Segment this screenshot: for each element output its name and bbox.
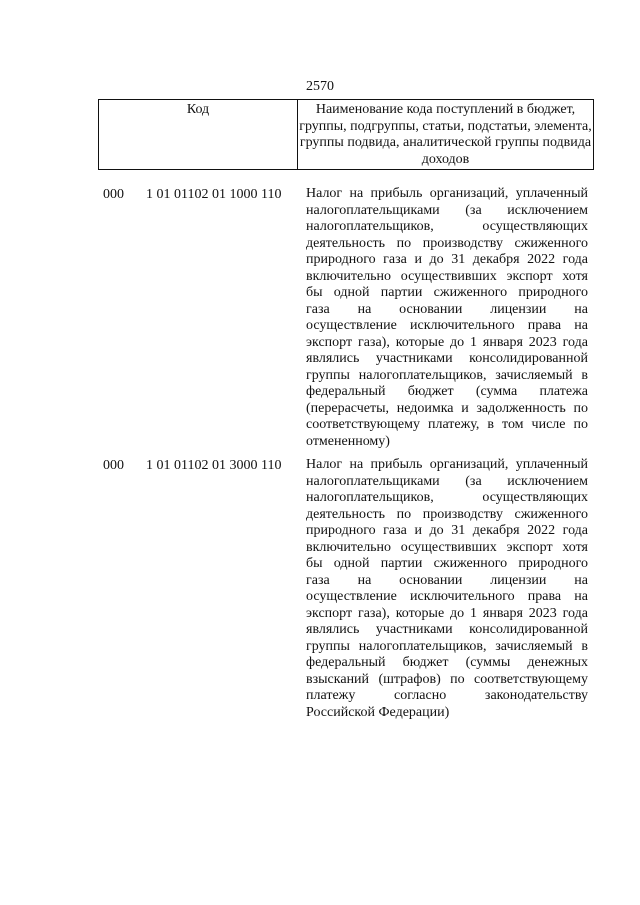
row-1-desc-line: осуществление исключительного права на <box>306 318 588 333</box>
row-1-desc-line: (перерасчеты, недоимка и задолженность по <box>306 400 588 416</box>
row-2-desc-line: федеральный бюджет (суммы денежных <box>306 655 588 670</box>
row-1-desc-line: соответствующему платежу, в том числе по <box>306 417 588 432</box>
row-1-desc-line: налогоплательщиками (за исключением <box>306 202 588 218</box>
row-2-desc-line: взысканий (штрафов) по соответствующему <box>306 671 588 687</box>
row-2-desc-line: осуществление исключительного права на <box>306 589 588 604</box>
row-2-desc-line: бы одной партии сжиженного природного <box>306 556 588 571</box>
row-2-code: 1 01 01102 01 3000 110 <box>146 458 282 473</box>
row-2-desc-line: деятельность по производству сжиженного <box>306 506 588 522</box>
row-1-desc-line: налогоплательщиков, осуществляющих <box>306 219 588 234</box>
row-2-desc-line: группы налогоплательщиков, зачисляемый в <box>306 638 588 654</box>
row-2-prefix: 000 <box>103 458 124 473</box>
row-1-desc-line: газа на основании лицензии на <box>306 301 588 317</box>
row-2-desc-line: налогоплательщиками (за исключением <box>306 473 588 489</box>
row-2-desc-line: платежу согласно законодательству <box>306 688 588 703</box>
row-2-desc-line: являлись участниками консолидированной <box>306 622 588 637</box>
row-2-desc-line: Налог на прибыль организаций, уплаченный <box>306 457 588 472</box>
header-name-label: Наименование кода поступлений в бюджет, группы, подгруппы, статьи, подстатьи, элемента, группы подвида, аналитической группы подвида доходов <box>299 102 592 167</box>
row-1-desc-line: группы налогоплательщиков, зачисляемый в <box>306 367 588 383</box>
row-1-code: 1 01 01102 01 1000 110 <box>146 187 282 202</box>
row-2-desc-line: Российской Федерации) <box>306 704 450 720</box>
header-code-label: Код <box>186 102 210 117</box>
row-2-desc-line: природного газа и до 31 декабря 2022 года <box>306 523 588 538</box>
row-1-desc-line: природного газа и до 31 декабря 2022 года <box>306 252 588 267</box>
row-2-desc-line: налогоплательщиков, осуществляющих <box>306 490 588 505</box>
row-1-description <box>306 186 588 450</box>
table-header <box>98 99 594 170</box>
row-1-prefix: 000 <box>103 187 124 202</box>
row-1-desc-line: экспорт газа), которые до 1 января 2023 года <box>306 334 588 350</box>
page-number: 2570 <box>306 79 334 94</box>
row-2-desc-line: газа на основании лицензии на <box>306 572 588 588</box>
row-1-desc-line: деятельность по производству сжиженного <box>306 235 588 251</box>
row-1-desc-line: бы одной партии сжиженного природного <box>306 285 588 300</box>
row-1-desc-line: являлись участниками консолидированной <box>306 351 588 366</box>
row-1-desc-line: Налог на прибыль организаций, уплаченный <box>306 186 588 201</box>
row-2-desc-line: включительно осуществивших экспорт хотя <box>306 539 588 555</box>
row-1-desc-line: включительно осуществивших экспорт хотя <box>306 268 588 284</box>
row-1-desc-line: федеральный бюджет (сумма платежа <box>306 384 588 399</box>
row-2-desc-line: экспорт газа), которые до 1 января 2023 года <box>306 605 588 621</box>
row-2-description <box>306 457 588 721</box>
row-1-desc-line: отмененному) <box>306 433 390 449</box>
